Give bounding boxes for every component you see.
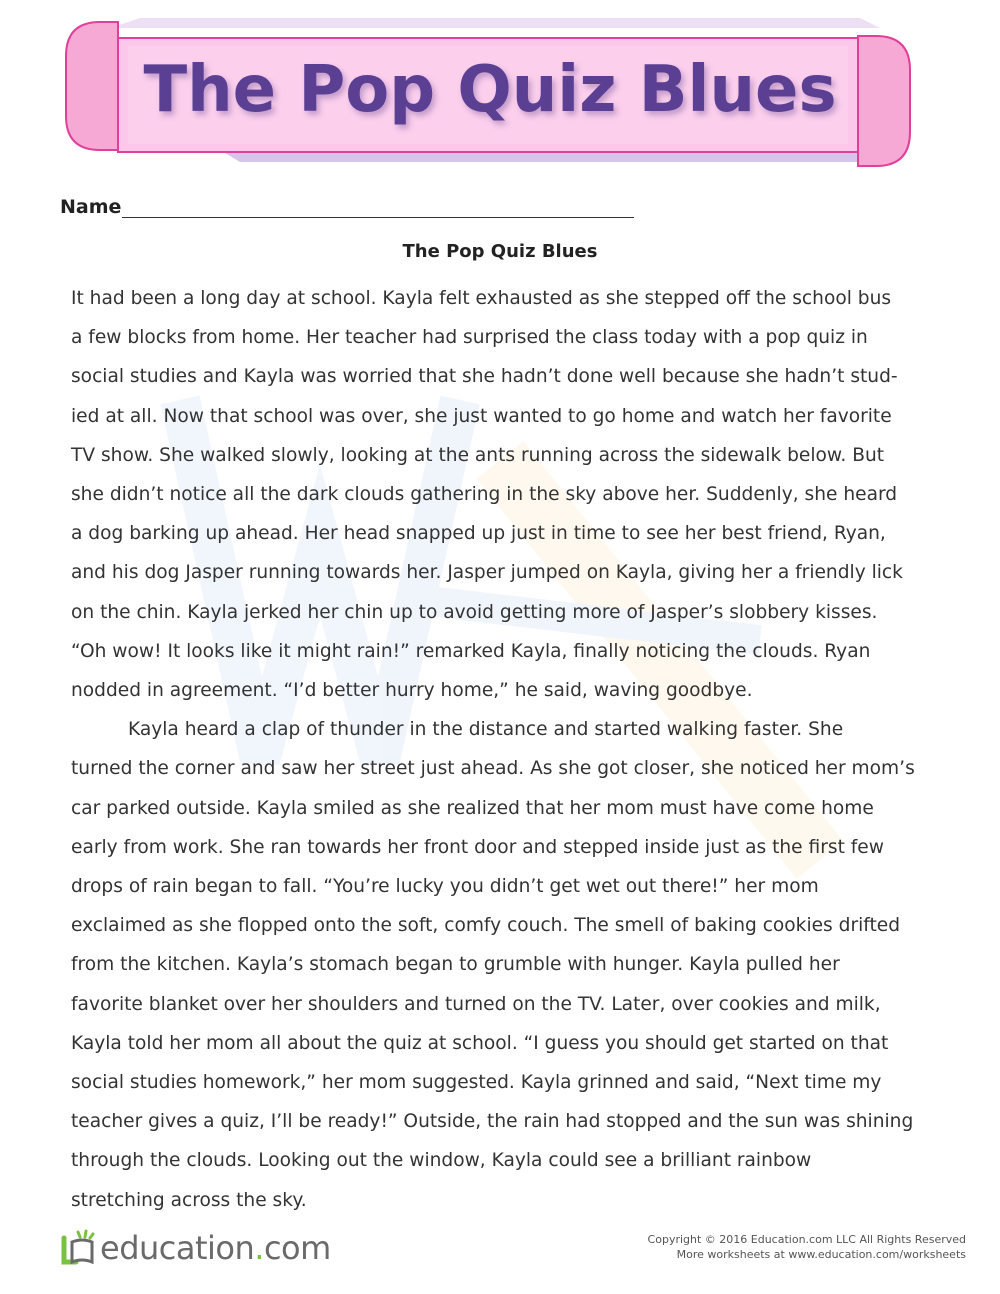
- text-line: she didn’t notice all the dark clouds gathering in the sky above her. Suddenly, she heard: [71, 484, 898, 506]
- text-line: turned the corner and saw her street just ahead. As she got closer, she noticed her mom’s: [71, 758, 915, 780]
- text-line: favorite blanket over her shoulders and turned on the TV. Later, over cookies and milk,: [71, 993, 881, 1015]
- logo-dot: .: [254, 1229, 264, 1267]
- name-blank-line[interactable]: [122, 217, 634, 218]
- name-label: Name: [60, 196, 122, 218]
- name-field: [60, 196, 640, 224]
- text-line: exclaimed as she flopped onto the soft, comfy couch. The smell of baking cookies drifted: [71, 915, 901, 937]
- story-title: The Pop Quiz Blues: [402, 241, 598, 262]
- text-line: TV show. She walked slowly, looking at the ants running across the sidewalk below. But: [71, 444, 885, 466]
- text-line: car parked outside. Kayla smiled as she realized that her mom must have come home: [71, 797, 874, 819]
- text-line: early from work. She ran towards her front door and stepped inside just as the first few: [71, 836, 884, 858]
- text-line: social studies homework,” her mom suggested. Kayla grinned and said, “Next time my: [71, 1072, 882, 1094]
- title-banner: [0, 0, 1000, 180]
- banner-title: The Pop Quiz Blues: [143, 53, 837, 127]
- story-paragraph-1: [71, 279, 931, 710]
- story-body: [71, 279, 931, 1220]
- logo-text: [100, 1229, 331, 1267]
- text-line: nodded in agreement. “I’d better hurry home,” he said, waving goodbye.: [71, 680, 753, 702]
- text-line: through the clouds. Looking out the window, Kayla could see a brilliant rainbow: [71, 1150, 812, 1172]
- logo-suffix: com: [263, 1229, 331, 1267]
- text-line: stretching across the sky.: [71, 1189, 307, 1211]
- text-line: a few blocks from home. Her teacher had surprised the class today with a pop quiz in: [71, 327, 868, 349]
- text-line: drops of rain began to fall. “You’re lucky you didn’t get wet out there!” her mom: [71, 876, 819, 898]
- text-line: Kayla told her mom all about the quiz at school. “I guess you should get started on that: [71, 1032, 889, 1054]
- worksheets-link[interactable]: More worksheets at www.education.com/worksheets: [676, 1248, 966, 1261]
- text-line: teacher gives a quiz, I’ll be ready!” Outside, the rain had stopped and the sun was shining: [71, 1111, 914, 1133]
- text-line: ied at all. Now that school was over, she just wanted to go home and watch her favorite: [71, 405, 892, 427]
- text-line: It had been a long day at school. Kayla felt exhausted as she stepped off the school bus: [71, 288, 892, 309]
- story-paragraph-2: [71, 710, 931, 1220]
- text-line: social studies and Kayla was worried that she hadn’t done well because she hadn’t stud-: [71, 366, 898, 388]
- copyright-line: Copyright © 2016 Education.com LLC All Rights Reserved: [647, 1233, 966, 1246]
- text-line: and his dog Jasper running towards her. Jasper jumped on Kayla, giving her a friendly lick: [71, 562, 903, 584]
- copyright-notice: [648, 1232, 966, 1262]
- book-icon: [58, 1228, 98, 1268]
- text-line: on the chin. Kayla jerked her chin up to avoid getting more of Jasper’s slobbery kisses.: [71, 601, 878, 623]
- text-line: “Oh wow! It looks like it might rain!” remarked Kayla, finally noticing the clouds. Ryan: [71, 640, 871, 662]
- text-line: from the kitchen. Kayla’s stomach began to grumble with hunger. Kayla pulled her: [71, 954, 840, 976]
- text-line: Kayla heard a clap of thunder in the distance and started walking faster. She: [128, 719, 844, 741]
- text-line: a dog barking up ahead. Her head snapped up just in time to see her best friend, Ryan,: [71, 523, 886, 545]
- education-logo[interactable]: [58, 1226, 331, 1270]
- logo-word: education: [100, 1229, 255, 1267]
